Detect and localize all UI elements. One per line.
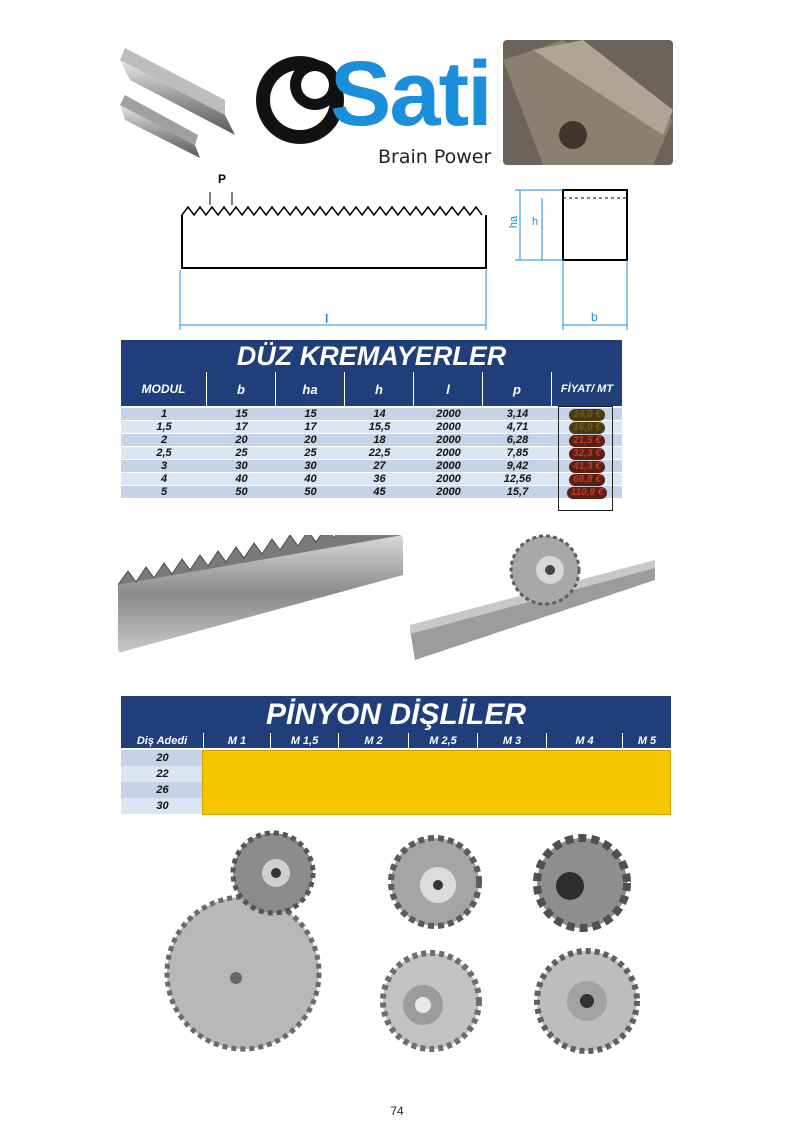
price-badge: 41,3 € xyxy=(569,461,605,473)
price-badge: 21,5 € xyxy=(569,435,605,447)
table-row xyxy=(121,421,622,433)
table-row xyxy=(121,486,622,498)
tooth-count-cell: 26 xyxy=(156,784,169,796)
table-cell: 30 xyxy=(304,460,317,472)
spur-gear-photo-1 xyxy=(378,830,493,935)
table-cell: 14 xyxy=(373,408,386,420)
table-row xyxy=(121,408,622,420)
table-cell: 9,42 xyxy=(506,460,529,472)
price-badge: 16,0 € xyxy=(569,422,605,434)
table-cell: 12,56 xyxy=(503,473,532,485)
price-badge: 110,9 € xyxy=(567,487,608,499)
rack-photo-top-left xyxy=(120,40,245,160)
table-cell: 40 xyxy=(304,473,317,485)
price-badge: 68,8 € xyxy=(569,474,605,486)
page-number: 74 xyxy=(390,1104,404,1118)
header-m4: M 4 xyxy=(547,733,623,748)
table-row xyxy=(121,473,622,485)
table-cell: 50 xyxy=(235,486,248,498)
table-row xyxy=(121,750,204,766)
table-cell: 50 xyxy=(304,486,317,498)
table-row xyxy=(121,460,622,472)
table-row xyxy=(121,782,204,798)
table-cell: 20 xyxy=(304,434,317,446)
header-m15: M 1,5 xyxy=(271,733,339,748)
header-m25: M 2,5 xyxy=(409,733,478,748)
header-dis-adedi: Diş Adedi xyxy=(121,733,204,748)
header-p: p xyxy=(483,372,552,406)
rack-table-title: DÜZ KREMAYERLER xyxy=(121,340,622,372)
header-h: h xyxy=(345,372,414,406)
table-cell: 20 xyxy=(235,434,248,446)
table-cell: 45 xyxy=(373,486,386,498)
spur-gear-photo-4 xyxy=(527,945,647,1057)
table-row xyxy=(121,434,622,446)
header-price: FİYAT/ MT xyxy=(552,372,622,406)
logo-wordmark: Sati xyxy=(330,43,491,145)
header-m2: M 2 xyxy=(339,733,409,748)
price-badge: 14,0 € xyxy=(569,409,605,421)
table-cell: 6,28 xyxy=(506,434,529,446)
table-cell: 2000 xyxy=(436,408,461,420)
pinion-price-highlight xyxy=(202,750,671,815)
header-l: l xyxy=(414,372,483,406)
tooth-count-cell: 20 xyxy=(156,752,169,764)
table-cell: 30 xyxy=(235,460,248,472)
table-cell: 27 xyxy=(373,460,386,472)
table-cell: 2000 xyxy=(436,460,461,472)
table-cell: 1 xyxy=(160,408,168,420)
table-cell: 2,5 xyxy=(156,447,172,459)
table-cell: 5 xyxy=(160,486,168,498)
header-b: b xyxy=(207,372,276,406)
tooth-count-cell: 30 xyxy=(156,800,169,812)
header-m3: M 3 xyxy=(478,733,547,748)
table-row xyxy=(121,798,204,814)
table-cell: 2000 xyxy=(436,447,461,459)
table-cell: 15 xyxy=(304,408,317,420)
table-cell: 1,5 xyxy=(156,421,172,433)
table-cell: 18 xyxy=(373,434,386,446)
rack-pinion-photo xyxy=(410,530,660,662)
spur-gear-photo-2 xyxy=(522,828,642,933)
table-cell: 25 xyxy=(235,447,248,459)
label-p: P xyxy=(218,172,227,186)
table-cell: 2 xyxy=(160,434,168,446)
label-l: l xyxy=(325,312,329,326)
rack-technical-drawing xyxy=(170,170,640,335)
pinion-table-header xyxy=(121,733,671,748)
table-cell: 22,5 xyxy=(368,447,391,459)
table-cell: 17 xyxy=(235,421,248,433)
label-ha: ha xyxy=(508,215,521,229)
table-cell: 2000 xyxy=(436,486,461,498)
table-cell: 4 xyxy=(160,473,168,485)
table-cell: 2000 xyxy=(436,473,461,485)
price-column-frame xyxy=(558,406,613,511)
table-cell: 17 xyxy=(304,421,317,433)
tooth-count-cell: 22 xyxy=(156,768,169,780)
rack-photo-top-right xyxy=(503,40,673,165)
table-cell: 2000 xyxy=(436,421,461,433)
table-cell: 2000 xyxy=(436,434,461,446)
table-cell: 3 xyxy=(160,460,168,472)
table-cell: 4,71 xyxy=(506,421,529,433)
price-badge: 32,3 € xyxy=(569,448,605,460)
header-m1: M 1 xyxy=(204,733,271,748)
label-b: b xyxy=(591,310,598,324)
rack-photo-closeup xyxy=(118,535,403,653)
pinion-table-title: PİNYON DİŞLİLER xyxy=(121,696,671,733)
table-cell: 40 xyxy=(235,473,248,485)
table-cell: 7,85 xyxy=(506,447,529,459)
header-m5: M 5 xyxy=(623,733,671,748)
table-row xyxy=(121,447,622,459)
gear-pair-photo xyxy=(158,828,330,1053)
table-cell: 15,5 xyxy=(368,421,391,433)
header-ha: ha xyxy=(276,372,345,406)
label-h: h xyxy=(532,216,539,228)
table-cell: 36 xyxy=(373,473,386,485)
table-cell: 25 xyxy=(304,447,317,459)
header-modul: MODUL xyxy=(121,372,207,406)
table-row xyxy=(121,766,204,782)
table-cell: 15,7 xyxy=(506,486,529,498)
table-cell: 3,14 xyxy=(506,408,529,420)
spur-gear-photo-3 xyxy=(373,945,490,1057)
rack-table-header xyxy=(121,372,622,406)
logo-tagline: Brain Power xyxy=(378,146,492,168)
table-cell: 15 xyxy=(235,408,248,420)
